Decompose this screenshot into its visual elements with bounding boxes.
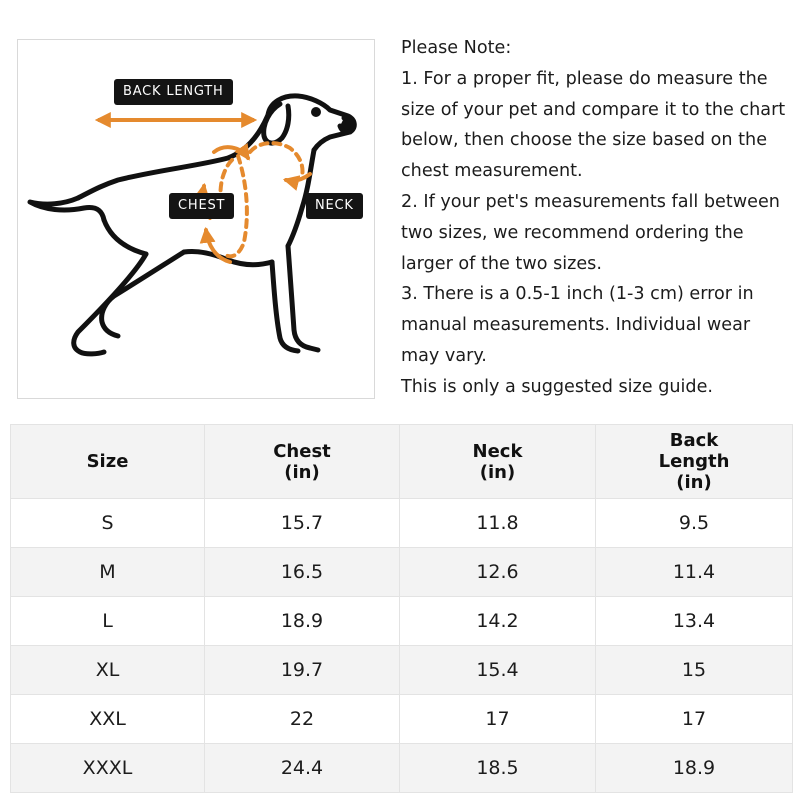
table-row — [11, 744, 793, 793]
cell-chest: 16.5 — [205, 548, 400, 597]
cell-chest: 22 — [205, 695, 400, 744]
header-neck: Neck (in) — [400, 425, 596, 499]
cell-size: XXXL — [11, 744, 205, 793]
back-length-label: BACK LENGTH — [114, 79, 233, 105]
table-row — [11, 548, 793, 597]
notes-footer: This is only a suggested size guide. — [401, 376, 713, 397]
cell-chest: 15.7 — [205, 499, 400, 548]
dog-outline — [30, 96, 354, 354]
size-notes — [401, 33, 793, 403]
table-row — [11, 597, 793, 646]
cell-neck: 18.5 — [400, 744, 596, 793]
table-row — [11, 646, 793, 695]
notes-line: may vary. — [401, 345, 487, 366]
table-row — [11, 695, 793, 744]
table-row — [11, 499, 793, 548]
cell-size: L — [11, 597, 205, 646]
header-back-length: Back Length (in) — [596, 425, 793, 499]
notes-heading: Please Note: — [401, 38, 512, 58]
cell-size: M — [11, 548, 205, 597]
notes-line: 2. If your pet's measurements fall between — [401, 191, 780, 212]
cell-chest: 19.7 — [205, 646, 400, 695]
cell-chest: 24.4 — [205, 744, 400, 793]
notes-line: 1. For a proper fit, please do measure the — [401, 68, 768, 89]
notes-line: below, then choose the size based on the — [401, 130, 768, 151]
notes-line: chest measurement. — [401, 161, 583, 182]
cell-size: XXL — [11, 695, 205, 744]
cell-size: S — [11, 499, 205, 548]
cell-neck: 12.6 — [400, 548, 596, 597]
notes-line: larger of the two sizes. — [401, 253, 602, 274]
cell-back-length: 13.4 — [596, 597, 793, 646]
cell-neck: 11.8 — [400, 499, 596, 548]
cell-back-length: 17 — [596, 695, 793, 744]
notes-line: size of your pet and compare it to the chart — [401, 99, 786, 120]
header-chest: Chest (in) — [205, 425, 400, 499]
cell-neck: 15.4 — [400, 646, 596, 695]
cell-back-length: 15 — [596, 646, 793, 695]
cell-neck: 17 — [400, 695, 596, 744]
cell-size: XL — [11, 646, 205, 695]
chest-label: CHEST — [169, 193, 234, 219]
table-header-row — [11, 425, 793, 499]
notes-line: manual measurements. Individual wear — [401, 315, 751, 336]
cell-chest: 18.9 — [205, 597, 400, 646]
neck-label: NECK — [306, 193, 363, 219]
cell-back-length: 18.9 — [596, 744, 793, 793]
notes-line: 3. There is a 0.5-1 inch (1-3 cm) error in — [401, 284, 754, 305]
cell-back-length: 11.4 — [596, 548, 793, 597]
cell-neck: 14.2 — [400, 597, 596, 646]
header-size: Size — [11, 425, 205, 499]
size-chart-table — [10, 424, 793, 793]
notes-line: two sizes, we recommend ordering the — [401, 222, 744, 243]
dog-measurement-illustration — [17, 39, 375, 399]
cell-back-length: 9.5 — [596, 499, 793, 548]
